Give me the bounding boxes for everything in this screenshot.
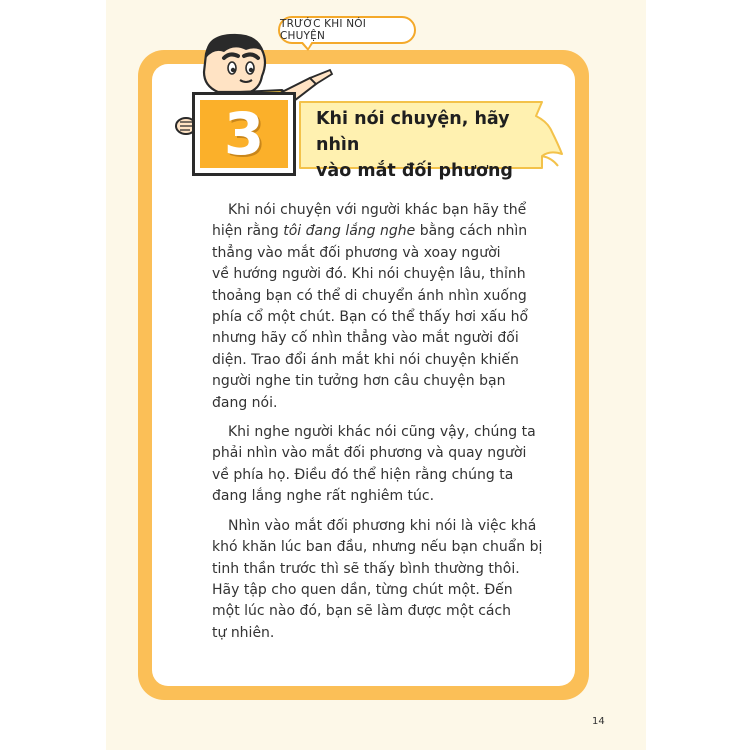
- paragraph-line: khó khăn lúc ban đầu, nhưng nếu bạn chuẩn bị: [212, 539, 543, 556]
- paragraph-line: về phía họ. Điều đó thể hiện rằng chúng ta: [212, 466, 514, 483]
- paragraph-line: Hãy tập cho quen dần, từng chút một. Đến: [212, 581, 513, 598]
- paragraph-line: nhưng hãy cố nhìn thẳng vào mắt người đối: [212, 330, 519, 347]
- paragraph-line: thoảng bạn có thể di chuyển ánh nhìn xuống: [212, 287, 527, 304]
- paragraph-line: diện. Trao đổi ánh mắt khi nói chuyện khiến: [212, 351, 519, 368]
- emphasis-text: tôi đang lắng nghe: [283, 223, 416, 240]
- paragraph: [212, 422, 538, 508]
- paragraph: [212, 516, 543, 644]
- chapter-title-line-2: vào mắt đối phương: [316, 161, 513, 181]
- chapter-number: 3: [200, 100, 288, 168]
- paragraph-line: đang nói.: [212, 394, 278, 411]
- paragraph-line: hiện rằng tôi đang lắng nghe bằng cách nhìn: [212, 223, 528, 240]
- paragraph-line: Nhìn vào mắt đối phương khi nói là việc khá: [228, 517, 537, 534]
- paragraph-line: phía cổ một chút. Bạn có thể thấy hơi xấu hổ: [212, 309, 529, 326]
- paragraph-line: về hướng người đó. Khi nói chuyện lâu, thỉnh: [212, 266, 526, 283]
- paragraph: [212, 200, 538, 414]
- paragraph-line: Khi nghe người khác nói cũng vậy, chúng ta: [228, 424, 536, 441]
- paragraph-line: tinh thần trước thì sẽ thấy bình thường thôi.: [212, 560, 520, 577]
- paragraph-line: người nghe tin tưởng hơn câu chuyện bạn: [212, 373, 506, 390]
- paragraph-line: đang lắng nghe rất nghiêm túc.: [212, 488, 435, 505]
- chapter-title-line-1: Khi nói chuyện, hãy nhìn: [316, 109, 510, 155]
- page-number: 14: [592, 716, 605, 727]
- body-text: [212, 200, 543, 652]
- paragraph-line: thẳng vào mắt đối phương và xoay người: [212, 244, 501, 261]
- paragraph-line: Khi nói chuyện với người khác bạn hãy thể: [228, 202, 527, 218]
- paragraph-line: tự nhiên.: [212, 624, 275, 641]
- paragraph-line: một lúc nào đó, bạn sẽ làm được một cách: [212, 603, 512, 620]
- paragraph-line: phải nhìn vào mắt đối phương và quay người: [212, 445, 527, 462]
- chapter-title: [316, 106, 536, 184]
- section-label: TRƯỚC KHI NÓI CHUYỆN: [278, 16, 416, 44]
